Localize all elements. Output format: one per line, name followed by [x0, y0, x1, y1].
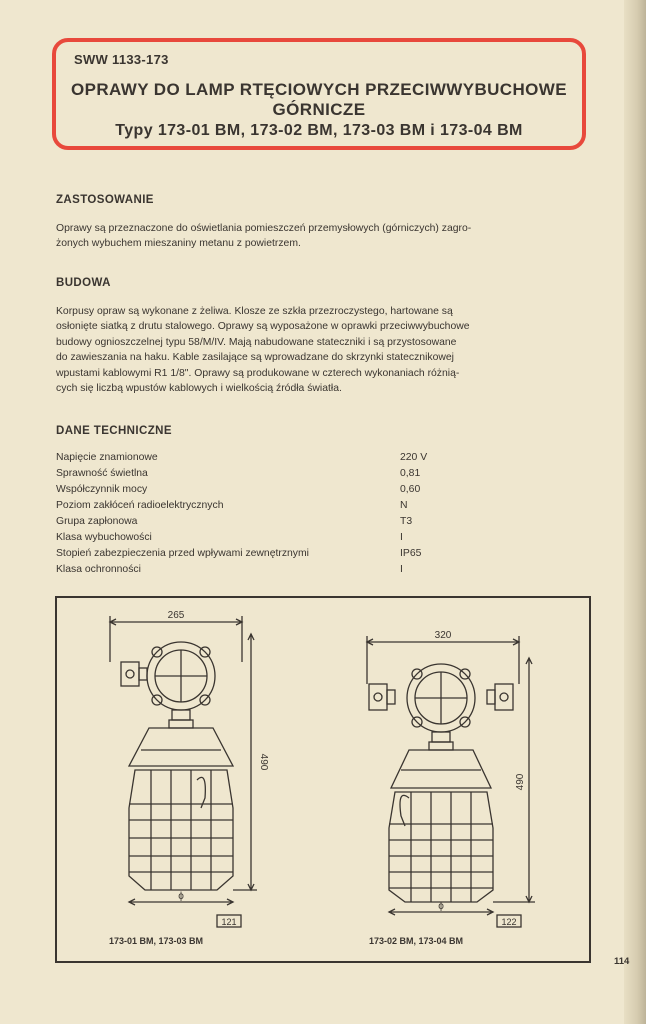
spec-label: Grupa zapłonowa — [56, 516, 138, 527]
catalog-code: SWW 1133-173 — [74, 52, 169, 67]
spec-row — [56, 564, 456, 580]
heading-zastosowanie: ZASTOSOWANIE — [56, 194, 154, 206]
heading-dane-techniczne: DANE TECHNICZNE — [56, 425, 172, 437]
text-line: żonych wybuchem mieszaniny metanu z powietrzem. — [56, 238, 301, 250]
spec-label: Napięcie znamionowe — [56, 452, 158, 463]
page-edge-shadow — [624, 0, 646, 1024]
spec-value: 220 V — [400, 452, 428, 463]
spec-row — [56, 468, 456, 484]
spec-value: N — [400, 500, 408, 511]
right-width-dimension: 320 — [434, 630, 452, 641]
left-diameter-symbol: ϕ — [178, 891, 184, 902]
text-line: do zawieszania na haku. Kable zasilające są wprowadzane do skrzynki statecznikowej — [56, 352, 454, 364]
technical-drawing — [57, 598, 589, 961]
spec-value: 0,81 — [400, 468, 421, 479]
right-height-dimension: 490 — [515, 773, 526, 791]
spec-value: IP65 — [400, 548, 422, 559]
caption-left-lamp: 173-01 BM, 173-03 BM — [109, 936, 204, 946]
right-diameter-symbol: ϕ — [438, 901, 444, 912]
text-line: Korpusy opraw są wykonane z żeliwa. Klosze ze szkła przezroczystego, hartowane są — [56, 306, 453, 317]
title-line-1: OPRAWY DO LAMP RTĘCIOWYCH PRZECIWWYBUCHOWE — [71, 80, 567, 99]
left-height-dimension: 490 — [258, 753, 269, 771]
spec-value: 0,60 — [400, 484, 421, 495]
spec-row — [56, 452, 456, 468]
spec-row — [56, 484, 456, 500]
spec-label: Współczynnik mocy — [56, 484, 148, 495]
spec-row — [56, 516, 456, 532]
header-box — [52, 38, 586, 150]
spec-row — [56, 500, 456, 516]
paragraph-budowa — [56, 304, 596, 396]
spec-value: I — [400, 532, 403, 543]
spec-value: I — [400, 564, 403, 575]
title-line-2: GÓRNICZE — [272, 100, 366, 119]
paragraph-zastosowanie — [56, 221, 596, 252]
left-width-dimension: 265 — [167, 610, 185, 621]
right-ref-number: 122 — [501, 917, 517, 927]
text-line: cych się liczbą wpustów kablowych i wielkością źródła światła. — [56, 383, 342, 395]
spec-label: Stopień zabezpieczenia przed wpływami zewnętrznymi — [56, 548, 309, 559]
text-line: osłonięte siatką z drutu stalowego. Oprawy są wyposażone w oprawki przeciwwybuchowe — [56, 321, 470, 333]
spec-label: Poziom zakłóceń radioelektrycznych — [56, 500, 224, 511]
left-ref-number: 121 — [221, 917, 237, 927]
caption-right-lamp: 173-02 BM, 173-04 BM — [369, 936, 464, 946]
spec-label: Sprawność świetlna — [56, 468, 148, 479]
spec-row — [56, 548, 456, 564]
lamp-right-drawing — [367, 636, 535, 927]
spec-label: Klasa ochronności — [56, 564, 141, 575]
spec-row — [56, 532, 456, 548]
spec-value: T3 — [400, 516, 413, 527]
text-line: Oprawy są przeznaczone do oświetlania pomieszczeń przemysłowych (górniczych) zagro- — [56, 223, 472, 234]
lamp-left-drawing — [110, 616, 257, 927]
page-number: 114 — [614, 956, 630, 967]
heading-budowa: BUDOWA — [56, 277, 111, 289]
title-line-3: Typy 173-01 BM, 173-02 BM, 173-03 BM i 173-04 BM — [115, 122, 523, 139]
spec-label: Klasa wybuchowości — [56, 532, 152, 543]
technical-drawing-frame — [55, 596, 591, 963]
text-line: budowy ognioszczelnej typu 58/M/IV. Mają nabudowane stateczniki i są przystosowane — [56, 336, 457, 348]
text-line: wpustami kablowymi R1 1/8". Oprawy są produkowane w czterech wykonaniach różnią- — [56, 367, 460, 379]
